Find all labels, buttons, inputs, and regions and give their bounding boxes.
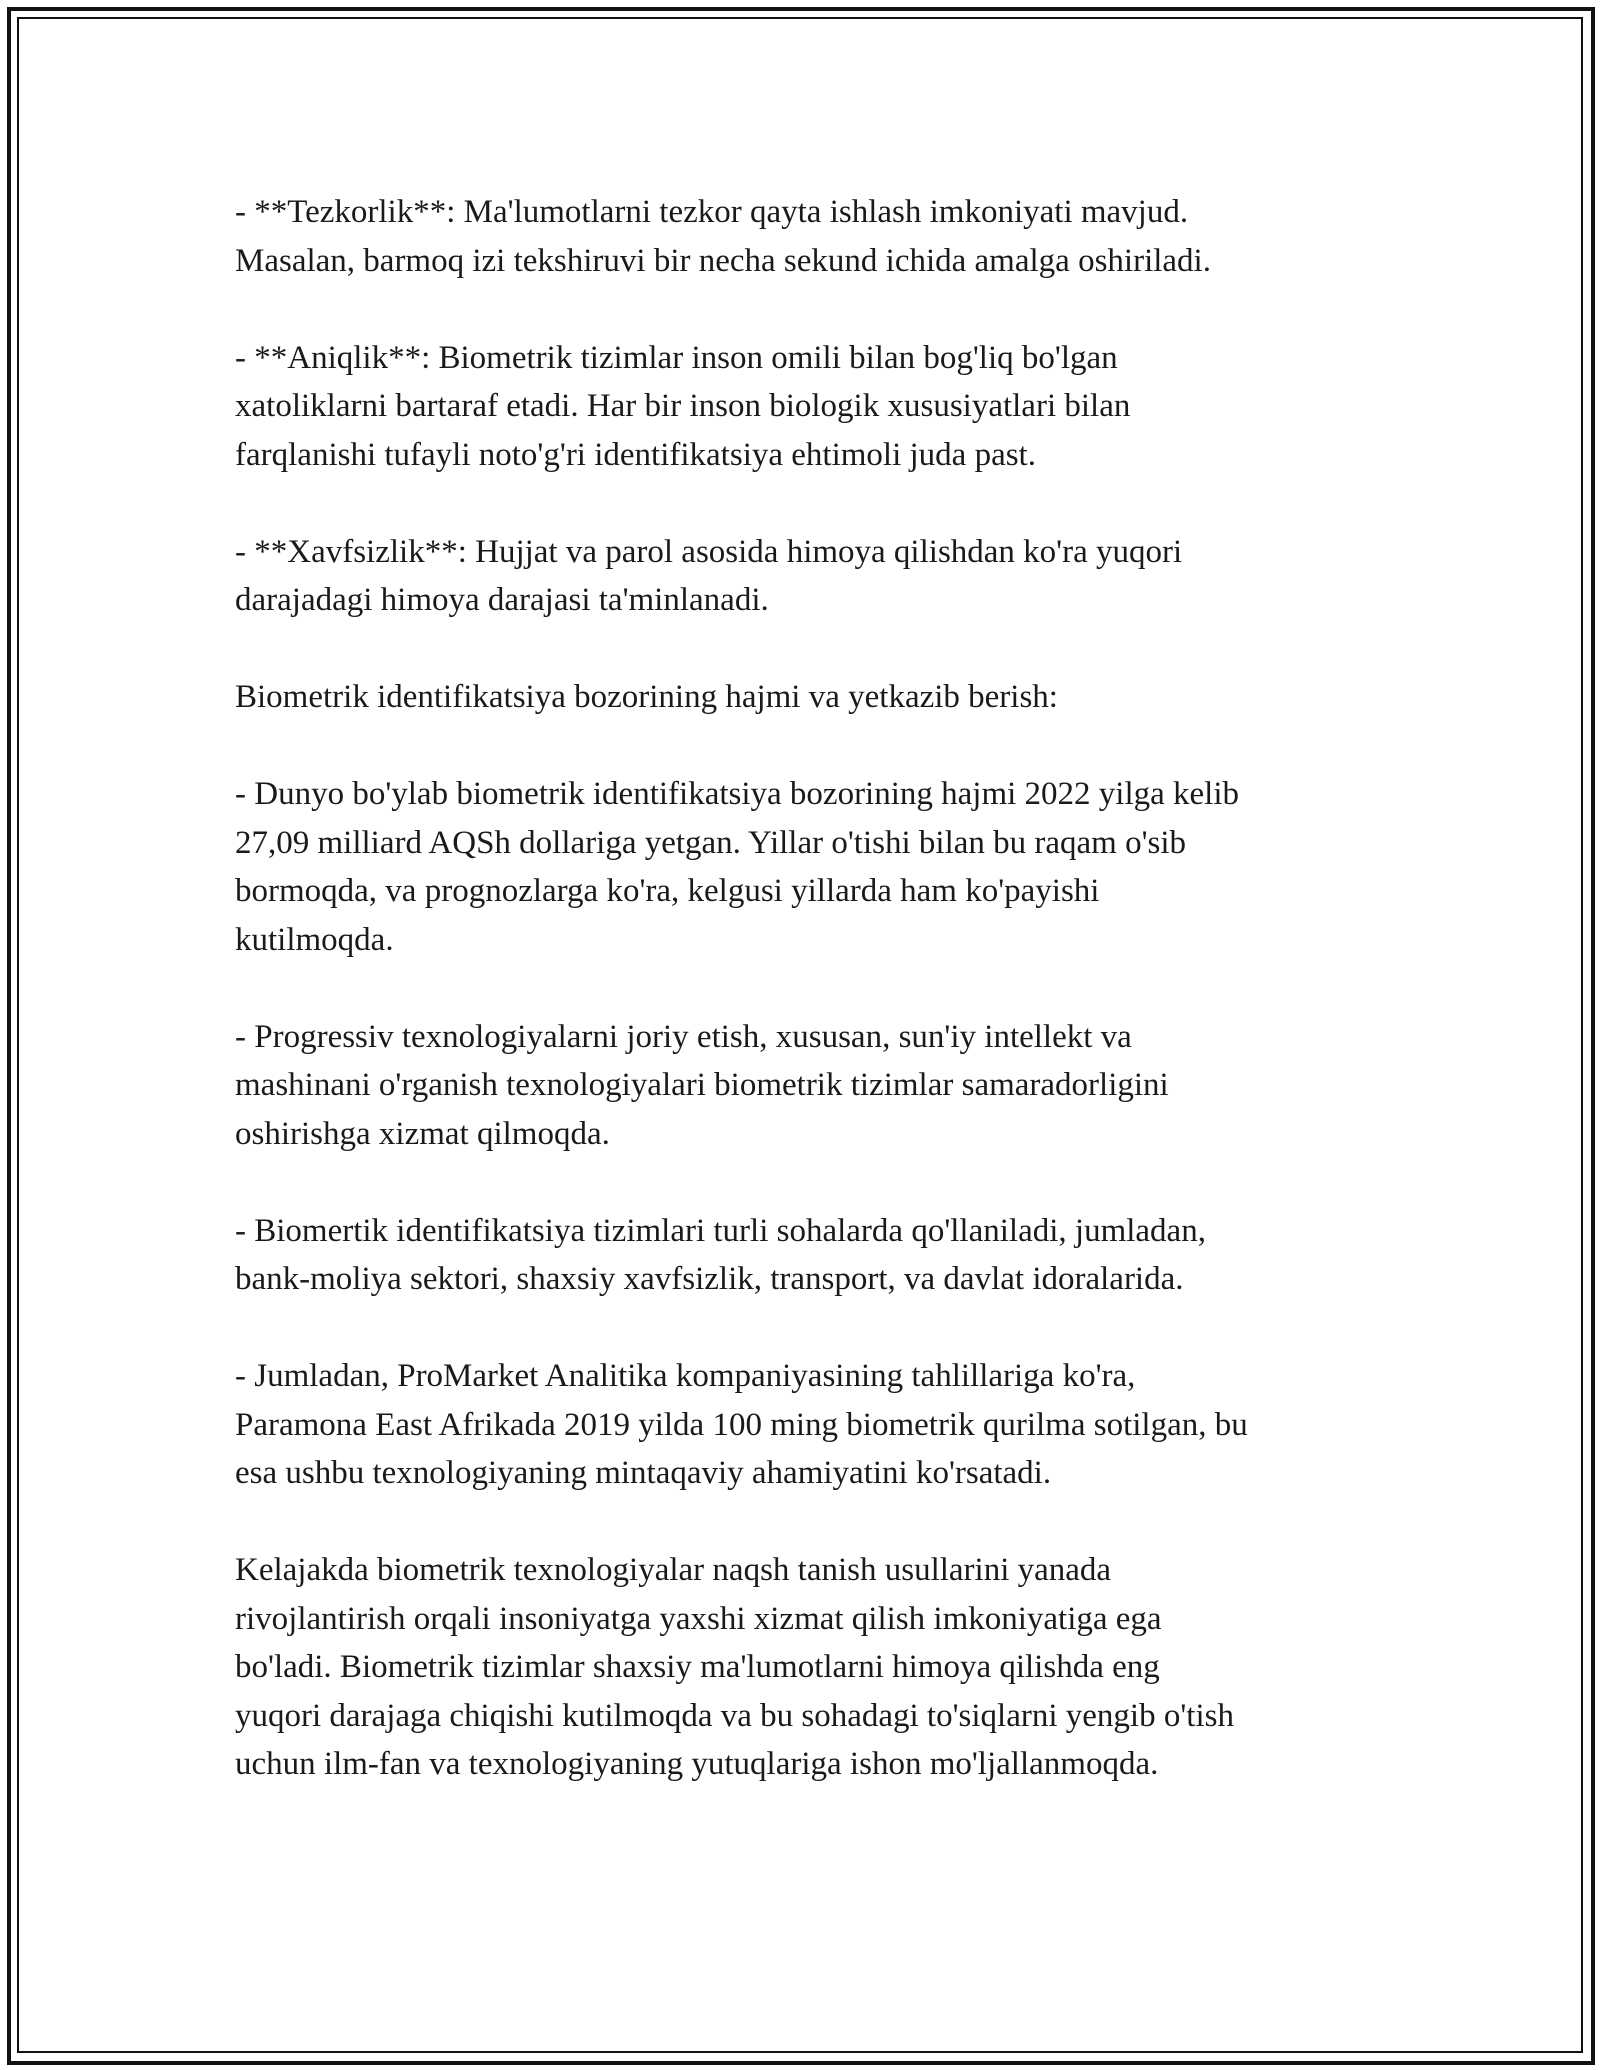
text-line: bo'ladi. Biometrik tizimlar shaxsiy ma'lumotlarni himoya qilishda eng: [235, 1649, 1160, 1685]
text-line: kutilmoqda.: [235, 921, 394, 958]
section-heading-market: [235, 673, 1375, 722]
paragraph-conclusion: [235, 1546, 1375, 1789]
paragraph-sectors: [235, 1207, 1375, 1304]
paragraph-progressive-tech: [235, 1013, 1375, 1159]
document-body: [235, 188, 1375, 1837]
text-line: - **Xavfsizlik**: Hujjat va parol asosida himoya qilishdan ko'ra yuqori: [235, 533, 1183, 570]
text-line: farqlanishi tufayli noto'g'ri identifikatsiya ehtimoli juda past.: [235, 436, 1036, 473]
paragraph-tezkorlik: [235, 188, 1375, 285]
text-line: oshirishga xizmat qilmoqda.: [235, 1115, 610, 1152]
text-line: - Jumladan, ProMarket Analitika kompaniyasining tahlillariga ko'ra,: [235, 1358, 1136, 1394]
paragraph-xavfsizlik: [235, 528, 1375, 625]
text-line: - Progressiv texnologiyalarni joriy etish, xususan, sun'iy intellekt va: [235, 1018, 1132, 1055]
paragraph-aniqlik: [235, 334, 1375, 480]
text-line: Paramona East Afrikada 2019 yilda 100 ming biometrik qurilma sotilgan, bu: [235, 1406, 1248, 1443]
text-line: Kelajakda biometrik texnologiyalar naqsh tanish usullarini yanada: [235, 1552, 1112, 1588]
text-line: - **Tezkorlik**: Ma'lumotlarni tezkor qayta ishlash imkoniyati mavjud.: [235, 194, 1189, 230]
text-line: esa ushbu texnologiyaning mintaqaviy ahamiyatini ko'rsatadi.: [235, 1455, 1052, 1491]
text-line: mashinani o'rganish texnologiyalari biometrik tizimlar samaradorligini: [235, 1067, 1169, 1103]
text-line: bormoqda, va prognozlarga ko'ra, kelgusi yillarda ham ko'payishi: [235, 873, 1100, 909]
text-line: 27,09 milliard AQSh dollariga yetgan. Yillar o'tishi bilan bu raqam o'sib: [235, 824, 1187, 861]
text-line: xatoliklarni bartaraf etadi. Har bir inson biologik xususiyatlari bilan: [235, 388, 1131, 424]
text-line: Masalan, barmoq izi tekshiruvi bir necha sekund ichida amalga oshiriladi.: [235, 242, 1211, 279]
text-line: Biometrik identifikatsiya bozorining hajmi va yetkazib berish:: [235, 679, 1058, 715]
text-line: yuqori darajaga chiqishi kutilmoqda va bu sohadagi to'siqlarni yengib o'tish: [235, 1697, 1234, 1734]
text-line: rivojlantirish orqali insoniyatga yaxshi xizmat qilish imkoniyatiga ega: [235, 1600, 1162, 1637]
text-line: - Dunyo bo'ylab biometrik identifikatsiya bozorining hajmi 2022 yilga kelib: [235, 776, 1240, 812]
text-line: darajadagi himoya darajasi ta'minlanadi.: [235, 582, 769, 618]
text-line: uchun ilm-fan va texnologiyaning yutuqlariga ishon mo'ljallanmoqda.: [235, 1746, 1159, 1782]
paragraph-promarket: [235, 1352, 1375, 1498]
text-line: bank-moliya sektori, shaxsiy xavfsizlik, transport, va davlat idoralarida.: [235, 1261, 1184, 1297]
text-line: - Biomertik identifikatsiya tizimlari turli sohalarda qo'llaniladi, jumladan,: [235, 1212, 1206, 1249]
text-line: - **Aniqlik**: Biometrik tizimlar inson omili bilan bog'liq bo'lgan: [235, 339, 1118, 376]
paragraph-market-size: [235, 770, 1375, 964]
